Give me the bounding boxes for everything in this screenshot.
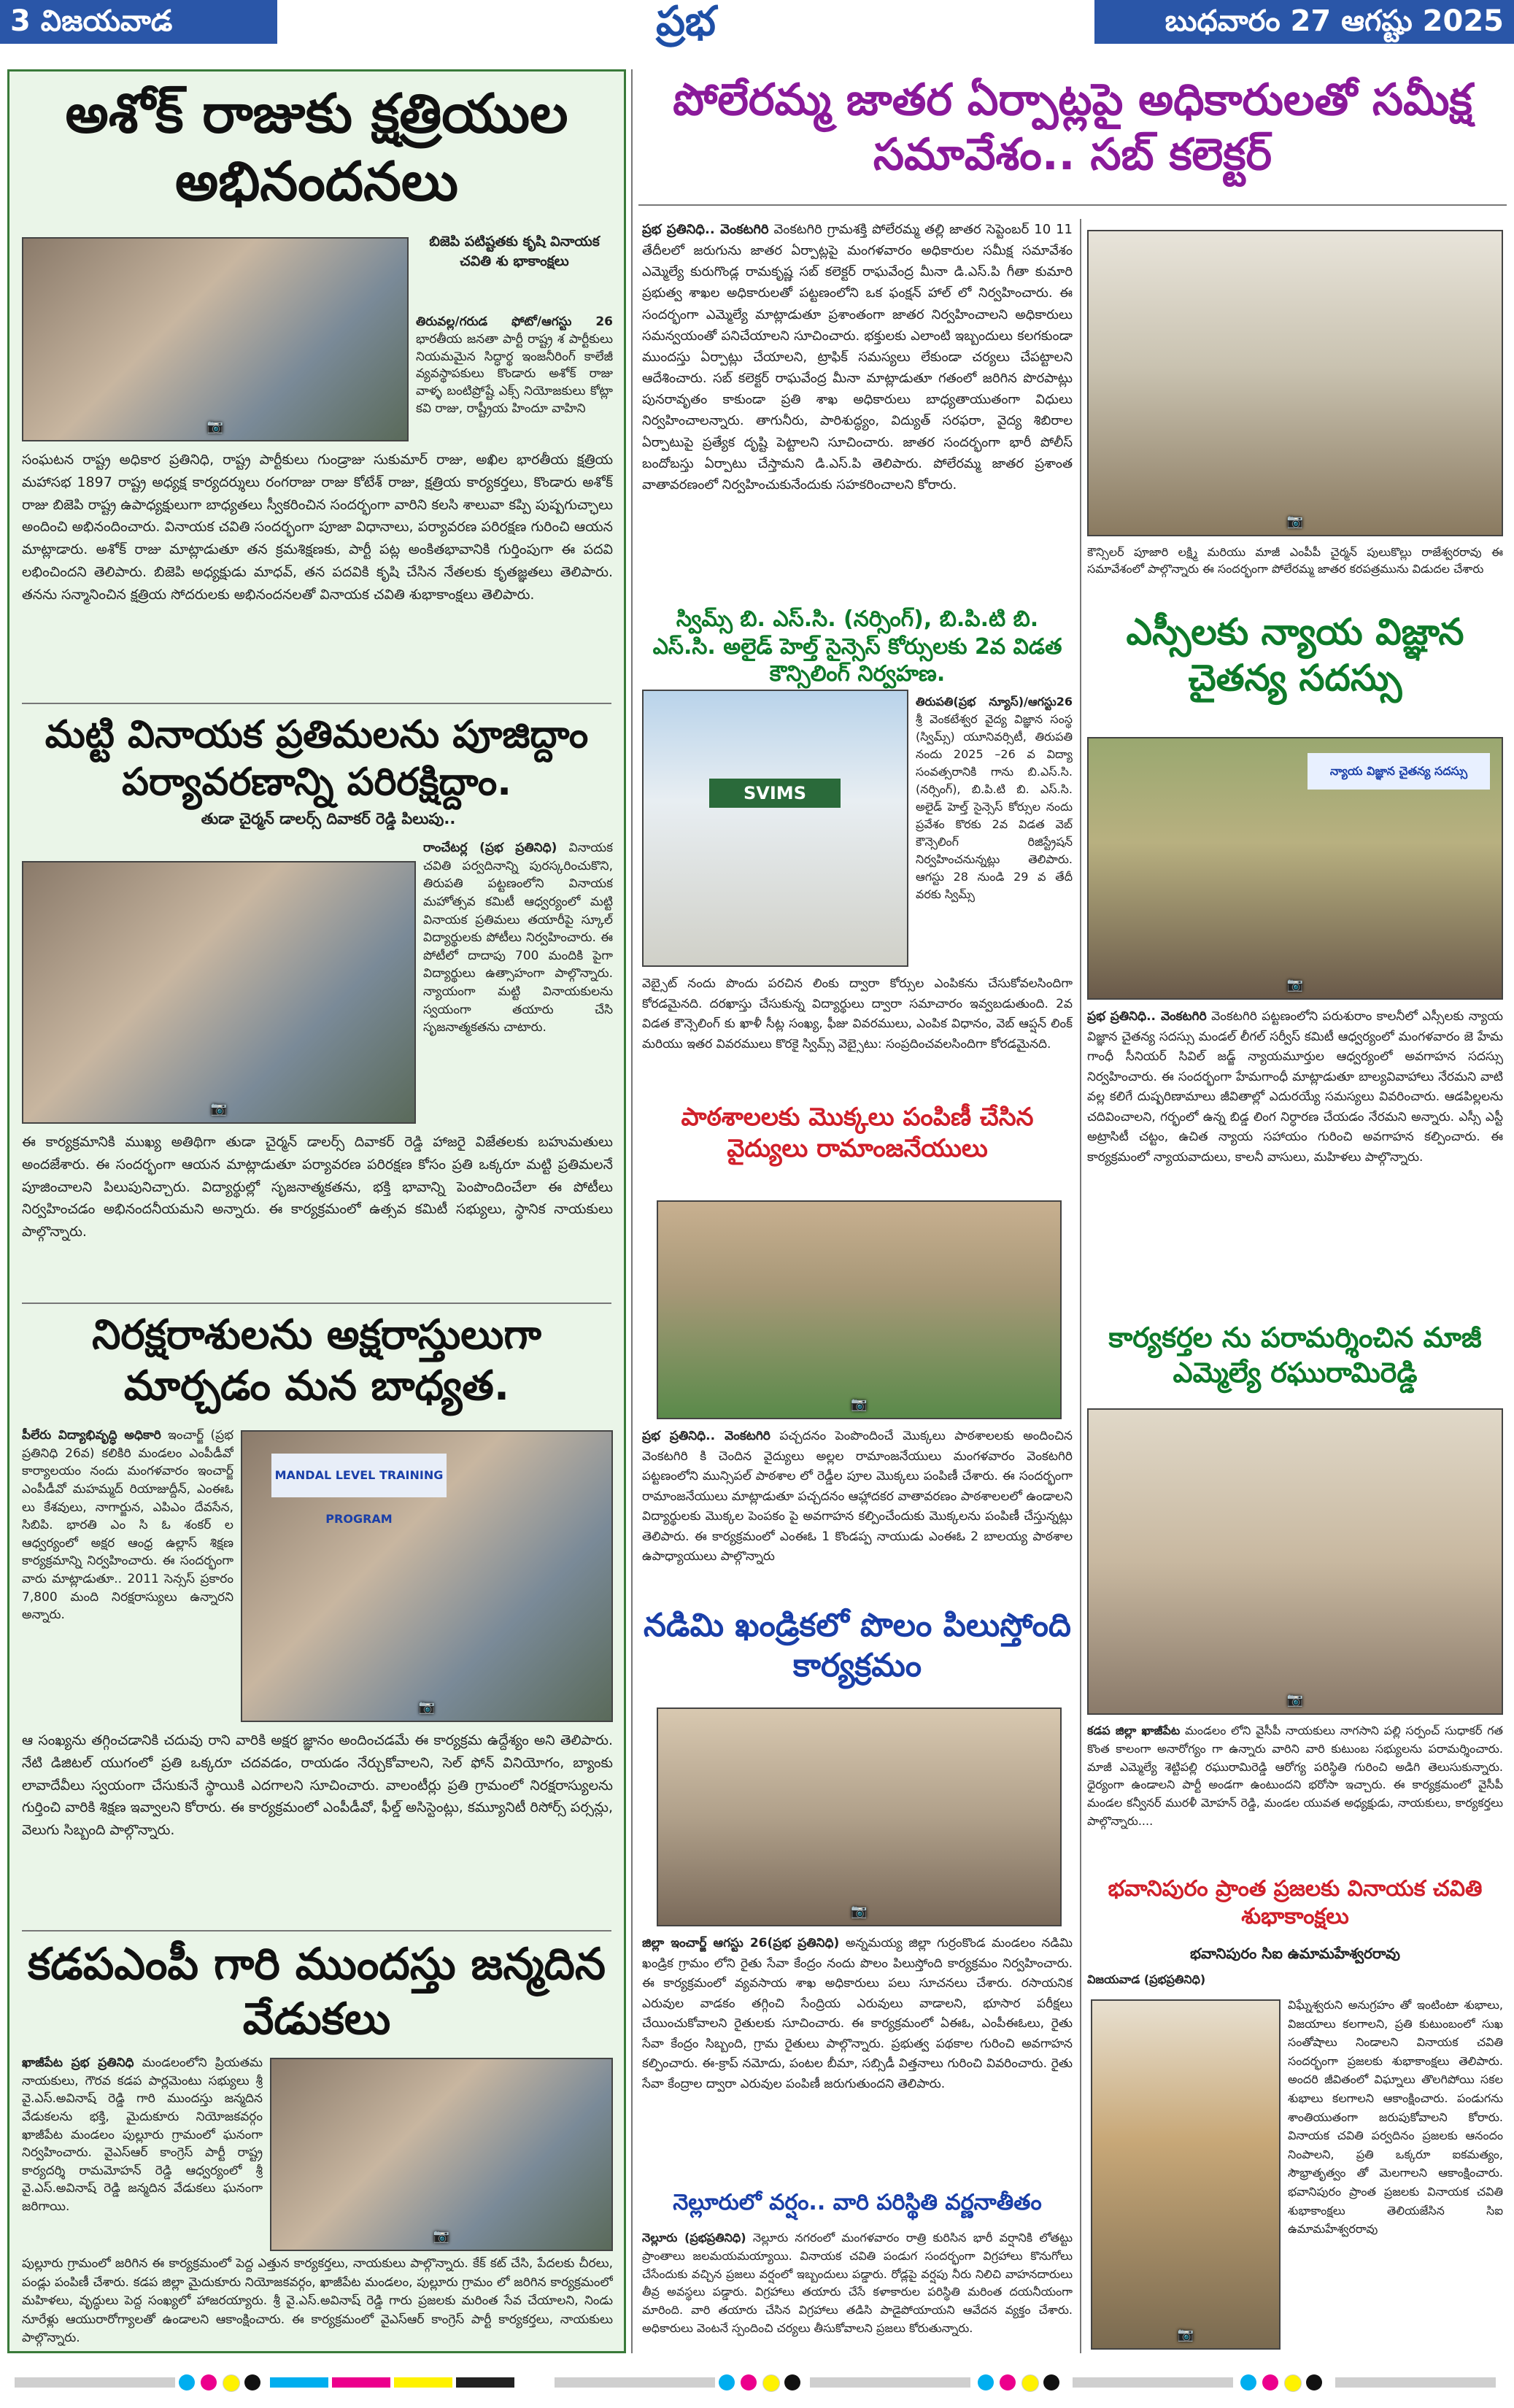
story4-body-side [22, 2054, 263, 2251]
sc-dateline: ప్రభ ప్రతినిధి.. వెంకటగిరి [1087, 1009, 1207, 1024]
sc-body [1087, 1007, 1503, 1313]
story2-body-side [423, 839, 613, 1131]
nadimi-body [642, 1934, 1073, 2182]
svims-headline: స్విమ్స్ బి. ఎస్.సి. (నర్సింగ్), బి.పి.టి బి. ఎస్.సి. అలైడ్ హెల్త్ సైన్సెస్ కోర్సులకు 2వ విడత కౌన్సిలింగ్ నిర్వహణ. [652, 606, 1062, 687]
story4-photo: 📷 [270, 2058, 613, 2251]
svims-body: వెబ్సైట్ నందు పొందు పరచిన లింకు ద్వారా కోర్సుల ఎంపికను చేసుకోవలసిందిగా కోరడమైనది. దరఖాస్తు చేసుకున్న విద్యార్థులు ద్వారా సమాచారం ఇవ్వబడుతుంది. 2వ విడత కౌన్సెలింగ్ కు ఖాళీ సీట్ల సంఖ్య, ఫీజు వివరములు, ఎంపిక విధానం, వెబ్ ఆప్షన్ లింక్ మరియు ఇతర వివరములు కొరకై స్విమ్స్ వెబ్సైటు: సంప్రదించవలసిందిగా కోరడమైనది. [642, 976, 1073, 1051]
story3-body: ఆ సంఖ్యను తగ్గించడానికి చదువు రాని వారికి అక్షర జ్ఞానం అందించడమే ఈ కార్యక్రమ ఉద్దేశ్యం అని తెలిపారు. నేటి డిజిటల్ యుగంలో ప్రతి ఒక్కరూ చదవడం, రాయడం నేర్చుకోవాలని, సెల్ ఫోన్ వినియోగం, బ్యాంకు లావాదేవీలు స్వయంగా చేసుకునే స్థాయికి ఎదగాలని సూచించారు. వాలంటీర్లు ప్రతి గ్రామంలో నిరక్షరాస్యులను గుర్తించి వారికి శిక్షణ ఇవ్వాలని కోరారు. ఈ కార్యక్రమంలో ఎంపీడీవో, ఫీల్డ్ అసిస్టెంట్లు, కమ్యూనిటీ రిసోర్స్ పర్సన్లు, వెలుగు సిబ్బంది పాల్గొన్నారు. [22, 1732, 613, 1839]
story1-body: సంఘటన రాష్ట్ర అధికార ప్రతినిధి, రాష్ట్ర పార్టీకులు గుండ్రాజు సుకుమార్ రాజు, అఖిల భారతీయ క్షత్రియ మహాసభ 1897 రాష్ట్ర అధ్యక్ష కార్యదర్శులు రంగరాజు రాజు కోటేశ్ రాజు, క్షత్రియ కార్యకర్తలు, కొండారు అశోక్ రాజు బిజెపి రాష్ట్ర ఉపాధ్యక్షులుగా బాధ్యతలు స్వీకరించిన సందర్భంగా వారిని కలసి శాలువా కప్పి పుష్పగుచ్ఛాలు అందించి అభినందించారు. వినాయక చవితి సందర్భంగా పూజా విధానాలు, పర్యావరణ పరిరక్షణ గురించి ఆయన మాట్లాడారు. అశోక్ రాజు మాట్లాడుతూ తన క్రమశిక్షణకు, పార్టీ పట్ల అంకితభావానికి గుర్తింపుగా ఈ పదవి లభించిందని తెలిపారు. బిజెపి అధ్యక్షుడు మాధవ్, తన పదవికి కృషి చేసిన నేతలకు కృతజ్ఞతలు తెలిపారు. తనను సన్మానించిన క్షత్రియ సోదరులకు అభినందనలతో వినాయక చవితి శుభాకాంక్షలు తెలిపారు. [22, 452, 613, 603]
story4-body-side-text: మండలంలోని ప్రియతమ నాయకులు, గౌరవ కడప పార్లమెంటు సభ్యులు శ్రీ వై.ఎస్.అవినాష్ రెడ్డి గారి ముందస్తు జన్మదిన వేడుకలను భక్తి, మైదుకూరు నియోజకవర్గం ఖాజీపేట మండలం పుల్లూరు గ్రామంలో ఘనంగా నిర్వహించారు. వైఎస్ఆర్ కాంగ్రెస్ పార్టీ రాష్ట్ర కార్యదర్శి రామమోహన్ రెడ్డి ఆధ్వర్యంలో శ్రీ వై.ఎస్.అవినాష్ రెడ్డి జన్మదిన వేడుకలు ఘనంగా జరిగాయి. [22, 2056, 263, 2215]
story2-headline: మట్టి వినాయక ప్రతిమలను పూజిద్దాం పర్యావరణాన్ని పరిరక్షిద్దాం. [45, 713, 589, 804]
raghu-body-text: మండలం లోని వైసీపీ నాయకులు నాగసాని పల్లి సర్పంచ్ సుధాకర్ గత కొంత కాలంగా అనారోగ్యం గా ఉన్నారు వారిని వారి కుటుంబ సభ్యులను పరామర్శించారు. మాజీ ఎమ్మెల్యే శెట్టిపల్లి రఘురామిరెడ్డి ఆరోగ్య పరిస్థితి గురించి అడిగి తెలుసుకున్నారు. ధైర్యంగా ఉండాలని పార్టీ అండగా ఉంటుందని భరోసా ఇచ్చారు. ఈ కార్యక్రమంలో వైసీపీ మండల కన్వీనర్ మురళీ మోహన్ రెడ్డి, మండల యువత అధ్యక్షుడు, నాయకులు, కార్యకర్తలు పాల్గొన్నారు.... [1087, 1724, 1503, 1828]
bhavani-photo: 📷 [1091, 1999, 1281, 2350]
story2-body: ఈ కార్యక్రమానికి ముఖ్య అతిథిగా తుడా చైర్మన్ డాలర్స్ దివాకర్ రెడ్డి హాజరై విజేతలకు బహుమతులు అందజేశారు. ఈ సందర్భంగా ఆయన మాట్లాడుతూ పర్యావరణ పరిరక్షణ కోసం ప్రతి ఒక్కరూ మట్టి ప్రతిమలనే పూజించాలని పిలుపునిచ్చారు. విద్యార్థుల్లో సృజనాత్మకతను, భక్తి భావాన్ని పెంపొందించేలా ఈ పోటీలు నిర్వహించడం అభినందనీయమని అన్నారు. ఈ కార్యక్రమంలో ఉత్సవ కమిటీ సభ్యులు, స్థానిక నాయకులు పాల్గొన్నారు. [22, 1134, 613, 1240]
column-rule [631, 69, 633, 2353]
nadimi-headline: నడిమి ఖండ్రికలో పొలం పిలుస్తోంది కార్యక్రమం [644, 1607, 1071, 1684]
svims-photo [642, 690, 908, 967]
nadimi-body-text: అన్నమయ్య జిల్లా గుర్రంకొండ మండలం నడిమి ఖండ్రిక గ్రామం లోని రైతు సేవా కేంద్రం నందు పొలం పిలుస్తోంది కార్యక్రమం నిర్వహించారు. ఈ కార్యక్రమంలో వ్యవసాయ శాఖ అధికారులు పలు సూచనలు చేశారు. రసాయనిక ఎరువుల వాడకం తగ్గించి సేంద్రియ ఎరువులు వాడాలని, భూసార పరీక్షలు చేయించుకోవాలని రైతులకు సూచించారు. ఈ కార్యక్రమంలో ఏఈఓ, ఎంపీఈఓలు, రైతు సేవా కేంద్రం సిబ్బంది, గ్రామ రైతులు పాల్గొన్నారు. ప్రభుత్వ పథకాల గురించి అవగాహన కల్పించారు. ఈ-క్రాప్ నమోదు, పంటల బీమా, సబ్సిడీ విత్తనాలు గురించి వివరించారు. రైతు సేవా కేంద్రాల ద్వారా ఎరువుల పంపిణీ జరుగుతుందని తెలిపారు. [642, 1936, 1073, 2091]
bhavani-dateline: విజయవాడ (ప్రభప్రతినిధి) [1087, 1972, 1206, 1986]
divider [22, 1930, 611, 1932]
raghu-dateline: కడప జిల్లా ఖాజీపేట [1087, 1724, 1181, 1737]
story3-photo: MANDAL LEVEL TRAINING PROGRAM 📷 [241, 1430, 613, 1722]
story3-body-side [22, 1427, 233, 1718]
bhavani-subhead: భవానిపురం సిఐ ఉమామహేశ్వరరావు [1189, 1945, 1400, 1962]
story2-subhead: తుడా చైర్మన్ డాలర్స్ దివాకర్ రెడ్డి పిలుపు.. [201, 810, 456, 827]
story2-dateline: రాంచేటర్ల (ప్రభ ప్రతినిధి) [423, 841, 557, 855]
column-rule [1080, 219, 1081, 2353]
page-section-label: 3 విజయవాడ [0, 0, 277, 44]
story3-body-side-text: ఇంచార్జ్ (ప్రభ ప్రతినిధి 26వ) కలికిరి మండలం ఎంపీడీవో కార్యాలయం నందు మంగళవారం ఇంచార్జ్ ఎంపీడీవో మహమ్మద్ రియాజుద్దీన్, ఎంఈఓ లు కేశవులు, నాగార్జున, ఎపిఎం దేవసేన, సిబిపి. భారతి ఎం సి ఓ శంకర్ ల ఆధ్వర్యంలో అక్షర ఆంధ్ర ఉల్లాస్ శిక్షణ కార్యక్రమాన్ని నిర్వహించారు. ఈ సందర్భంగా వారు మాట్లాడుతూ.. 2011 సెన్సస్ ప్రకారం 7,800 మంది నిరక్షరాస్యులు ఉన్నారని అన్నారు. [22, 1428, 233, 1623]
nellore-headline: నెల్లూరులో వర్షం.. వారి పరిస్థితి వర్ణనాతీతం [673, 2190, 1042, 2215]
lead-photo: 📷 [1087, 230, 1503, 536]
divider [638, 204, 1507, 206]
nellore-dateline: నెల్లూరు (ప్రభప్రతినిధి) [642, 2231, 746, 2245]
bhavani-headline: భవానిపురం ప్రాంత ప్రజలకు వినాయక చవితి శుభాకాంక్షలు [1108, 1876, 1483, 1929]
issue-date: బుధవారం 27 ఆగష్టు 2025 [1094, 0, 1514, 44]
raghu-body [1087, 1722, 1503, 1868]
story1-photo-caption: బిజెపి పటిష్టతకు కృషి వినాయక చవితి శు భాకాంక్షలు [429, 234, 600, 269]
plants-photo: 📷 [657, 1200, 1062, 1419]
story2-photo: 📷 [22, 861, 416, 1124]
story4-body: పుల్లూరు గ్రామంలో జరిగిన ఈ కార్యక్రమంలో పెద్ద ఎత్తున కార్యకర్తలు, నాయకులు పాల్గొన్నారు. కేక్ కట్ చేసి, పేదలకు చీరలు, పండ్లు పంపిణీ చేశారు. కడప జిల్లా మైదుకూరు నియోజకవర్గం, ఖాజీపేట మండలం, పుల్లూరు గ్రామం లో జరిగిన కార్యక్రమంలో మహిళలు, వృద్ధులు పెద్ద సంఖ్యలో హాజరయ్యారు. శ్రీ వై.ఎస్.అవినాష్ రెడ్డి గారు ప్రజలకు మరింత సేవ చేయాలని, నిండు నూరేళ్లు ఆయురారోగ్యాలతో ఉండాలని ఆకాంక్షించారు. ఈ కార్యక్రమంలో వైఎస్ఆర్ కాంగ్రెస్ పార్టీ కార్యకర్తలు, నాయకులు పాల్గొన్నారు. [22, 2256, 613, 2345]
masthead-logo: ప్రభ [656, 0, 716, 45]
story1-body-side [416, 314, 613, 445]
registration-strip [0, 2364, 1514, 2408]
sc-photo: న్యాయ విజ్ఞాన చైతన్య సదస్సు 📷 [1087, 737, 1503, 1000]
plants-body [642, 1427, 1073, 1602]
story1-photo: 📷 [22, 237, 409, 441]
divider [22, 1303, 611, 1304]
divider [22, 703, 611, 704]
svims-sign: SVIMS [709, 779, 841, 808]
bhavani-body: విఘ్నేశ్వరుని అనుగ్రహం తో ఇంటింటా శుభాలు, విజయాలు కలగాలని, ప్రతి కుటుంబంలో సుఖ సంతోషాలు నిండాలని వినాయక చవితి సందర్భంగా ప్రజలకు శుభాకాంక్షలు తెలిపారు. అందరి జీవితంలో విఘ్నాలు తొలగిపోయి సకల శుభాలు కలగాలని ఆకాంక్షించారు. పండుగను శాంతియుతంగా జరుపుకోవాలని కోరారు. వినాయక చవితి పర్వదినం ప్రజలకు ఆనందం నింపాలని, ప్రతి ఒక్కరూ ఐకమత్యం, సౌభ్రాతృత్వం తో మెలగాలని ఆకాంక్షించారు. భవానిపురం ప్రాంత ప్రజలకు వినాయక చవితి శుభాకాంక్షలు తెలియజేసిన సిఐ ఉమామహేశ్వరరావు [1288, 1998, 1503, 2237]
lead-dateline: ప్రభ ప్రతినిధి.. వెంకటగిరి [642, 222, 769, 237]
story1-body-side-text: భారతీయ జనతా పార్టీ రాష్ట్ర శ పార్టీకులు నియమమైన సిద్ధార్థ ఇంజనీరింగ్ కాలేజీ వ్యవస్థాపకులు కొండారు అశోక్ రాజు వాళ్ళ బంటిప్రోష్టే ఎక్స్ నియోజకులు కోట్లా కవి రాజు, రాష్ట్రీయ హిందూ వాహిని [416, 331, 613, 416]
svims-body-side-text: శ్రీ వెంకటేశ్వర వైద్య విజ్ఞాన సంస్థ (స్విమ్స్) యూనివర్సిటీ, తిరుపతి నందు 2025 –26 వ విద్యా సంవత్సరానికి గాను బి.ఎస్.సి. (నర్సింగ్), బి.పి.టి బి. ఎస్.సి. అలైడ్ హెల్త్ సైన్సెస్ కోర్సుల నందు ప్రవేశం కొరకు 2వ విడత వెబ్ కౌన్సెలింగ్ రిజిస్ట్రేషన్ నిర్వహించనున్నట్లు తెలిపారు. ఆగస్టు 28 నుండి 29 వ తేదీ వరకు స్విమ్స్ [916, 712, 1073, 901]
raghu-headline: కార్యకర్తల ను పరామర్శించిన మాజీ ఎమ్మెల్యే రఘురామిరెడ్డి [1108, 1321, 1482, 1389]
nellore-body [642, 2229, 1073, 2353]
plants-body-text: పచ్చదనం పెంపొందించే మొక్కలు పాఠశాలలకు అందించిన వెంకటగిరి కి చెందిన వైద్యులు అల్లల రామాంజనేయులు మంగళవారం వెంకటగిరి పట్టణంలోని మున్సిపల్ పాఠశాల లో రెడ్డీల పూల మొక్కలు పంపిణీ చేశారు. ఈ సందర్భంగా రామాంజనేయులు మాట్లాడుతూ పచ్చదనం ఆహ్లాదకర వాతావరణం పాఠశాలలలో ఉండాలని విద్యార్థులకు మొక్కల పెంపకం పై అవగాహన కల్పించేందుకు మొక్కలను పంపిణీ చేస్తున్నట్లు తెలిపారు. ఈ కార్యక్రమంలో ఎంఈఓ 1 కొండప్ప నాయుడు ఎంఈఓ 2 బాలయ్య పాఠశాల ఉపాధ్యాయులు పాల్గొన్నారు [642, 1429, 1073, 1564]
lead-body [642, 219, 1073, 598]
lead-headline: పోలేరమ్మ జాతర ఏర్పాట్లపై అధికారులతో సమీక్ష సమావేశం.. సబ్ కలెక్టర్ [673, 74, 1472, 180]
plants-dateline: ప్రభ ప్రతినిధి.. వెంకటగిరి [642, 1429, 770, 1443]
nadimi-dateline: జిల్లా ఇంచార్జ్ ఆగస్టు 26(ప్రభ ప్రతినిధి) [642, 1936, 840, 1950]
sc-banner: న్యాయ విజ్ఞాన చైతన్య సదస్సు [1308, 753, 1490, 790]
sc-body-text: వెంకటగిరి పట్టణంలోని పరుశురాం కాలనీలో ఎస్సీలకు న్యాయ విజ్ఞాన చైతన్య సదస్సు మండల్ లీగల్ సర్వీస్ కమిటీ ఆధ్వర్యంలో మంగళవారం జె హేమ గాంధీ సీనియర్ సివిల్ జడ్జ్ న్యాయమూర్తుల ఆధ్వర్యంలో అవగాహన సదస్సు నిర్వహించారు. ఈ సందర్భంగా హేమగాంధీ మాట్లాడుతూ బాల్యవివాహాలు నేరమని వాటి వల్ల కలిగే దుష్పరిణామాలు జీవితాల్లో ఎదురయ్యే సమస్యలు వివరించారు. ఆడపిల్లలను చదివించాలని, గర్భంలో ఉన్న బిడ్డ లింగ నిర్ధారణ చేయడం నేరమని అన్నారు. ఎస్సీ ఎస్టీ అట్రాసిటీ చట్టం, ఉచిత న్యాయ సహాయం గురించి అవగాహన కల్పించారు. ఈ కార్యక్రమంలో న్యాయవాదులు, కాలనీ వాసులు, మహిళలు పాల్గొన్నారు. [1087, 1009, 1503, 1165]
nadimi-photo: 📷 [657, 1707, 1062, 1926]
lead-body-text: వెంకటగిరి గ్రామశక్తి పోలేరమ్మ తల్లి జాతర సెప్టెంబర్ 10 11 తేదీలలో జరుగును జాతర ఏర్పాట్లపై మంగళవారం అధికారుల సమీక్ష సమావేశం ఎమ్మెల్యే కురుగొండ్ల రామకృష్ణ సబ్ కలెక్టర్ రాఘవేంద్ర మీనా డి.ఎస్.పి గీతా కుమారి ప్రభుత్వ శాఖల అధికారులతో పట్టణంలోని ఒక ఫంక్షన్ హాల్ లో నిర్వహించారు. ఈ సందర్భంగా ఎమ్మెల్యే మాట్లాడుతూ ప్రశాంతంగా జాతర నిర్వహించాలని అధికారులు సమన్వయంతో పనిచేయాలని సూచించారు. భక్తులకు ఎలాంటి ఇబ్బందులు కలగకుండా ముందస్తు ఏర్పాట్లు చేయాలని, ట్రాఫిక్ సమస్యలు లేకుండా చర్యలు చేపట్టాలని ఆదేశించారు. సబ్ కలెక్టర్ రాఘవేంద్ర మీనా మాట్లాడుతూ గతంలో జరిగిన పొరపాట్లు పునరావృతం కాకుండా ప్రతి శాఖ అధికారులు బాధ్యతాయుతంగా విధులు నిర్వహించాలన్నారు. తాగునీరు, పారిశుద్ధ్యం, విద్యుత్ సరఫరా, వైద్య శిబిరాల ఏర్పాటుపై ప్రత్యేక దృష్టి పెట్టాలని సూచించారు. జాతర సందర్భంగా భారీ పోలీస్ బందోబస్తు ఏర్పాటు చేస్తామని డి.ఎస్.పి తెలిపారు. పోలేరమ్మ జాతర ప్రశాంత వాతావరణంలో నిర్వహించుకునేందుకు సహకరించాలని కోరారు. [642, 222, 1073, 493]
raghu-photo: 📷 [1087, 1408, 1503, 1715]
story4-headline: కడపఎంపీ గారి ముందస్తు జన్మదిన వేడుకలు [27, 1939, 606, 2045]
svims-dateline: తిరుపతి(ప్రభ న్యూస్)/ఆగస్టు26 [916, 695, 1073, 709]
story4-dateline: ఖాజీపేట ప్రభ ప్రతినిధి [22, 2056, 134, 2070]
lead-photo-caption: కౌన్సిలర్ పూజారి లక్ష్మి మరియు మాజీ ఎంపీపీ చైర్మన్ పులుకొల్లు రాజేశ్వరరావు ఈ సమావేశంలో పాల్గొన్నారు ఈ సందర్భంగా పోలేరమ్మ జాతర కరపత్రమును విడుదల చేశారు [1087, 545, 1503, 576]
sc-headline: ఎస్సీలకు న్యాయ విజ్ఞాన చైతన్య సదస్సు [1126, 611, 1464, 699]
training-banner: MANDAL LEVEL TRAINING PROGRAM [271, 1454, 447, 1497]
nellore-body-text: నెల్లూరు నగరంలో మంగళవారం రాత్రి కురిసిన భారీ వర్షానికి లోతట్టు ప్రాంతాలు జలమయమయ్యాయి. వినాయక చవితి పండుగ సందర్భంగా విగ్రహాలు కొనుగోలు చేసేందుకు వచ్చిన ప్రజలు వర్షంలో ఇబ్బందులు పడ్డారు. రోడ్లపై వర్షపు నీరు నిలిచి వాహనదారులు తీవ్ర అవస్థలు పడ్డారు. విగ్రహాలు తయారు చేసే కళాకారుల పరిస్థితి మరింత దయనీయంగా మారింది. వారి తయారు చేసిన విగ్రహాలు తడిసి పాడైపోయాయని ఆవేదన వ్యక్తం చేశారు. అధికారులు వెంటనే స్పందించి చర్యలు తీసుకోవాలని ప్రజలు కోరుతున్నారు. [642, 2231, 1073, 2335]
story3-dateline: పీలేరు విద్యాభివృద్ధి అధికారి [22, 1428, 161, 1443]
svims-body-side [916, 693, 1073, 970]
story1-dateline: తిరువల్ల/గరుడ ఫోటో/ఆగస్టు 26 [416, 314, 613, 329]
plants-headline: పాఠశాలలకు మొక్కలు పంపిణీ చేసిన వైద్యులు రామాంజనేయులు [681, 1103, 1034, 1163]
story2-body-side-text: వినాయక చవితి పర్వదినాన్ని పురస్కరించుకొని, తిరుపతి పట్టణంలోని వినాయక మహోత్సవ కమిటీ ఆధ్వర్యంలో మట్టి వినాయక ప్రతిమలు తయారీపై స్కూల్ విద్యార్థులకు పోటీలు నిర్వహించారు. ఈ పోటీలో దాదాపు 700 మందికి పైగా విద్యార్థులు ఉత్సాహంగా పాల్గొన్నారు. న్యాయంగా మట్టి వినాయకులను స్వయంగా తయారు చేసి సృజనాత్మకతను చాటారు. [423, 841, 613, 1035]
story1-headline: అశోక్ రాజుకు క్షత్రియుల అభినందనలు [65, 82, 568, 213]
story3-headline: నిరక్షరాశులను అక్షరాస్తులుగా మార్చడం మన బాధ్యత. [92, 1311, 541, 1410]
